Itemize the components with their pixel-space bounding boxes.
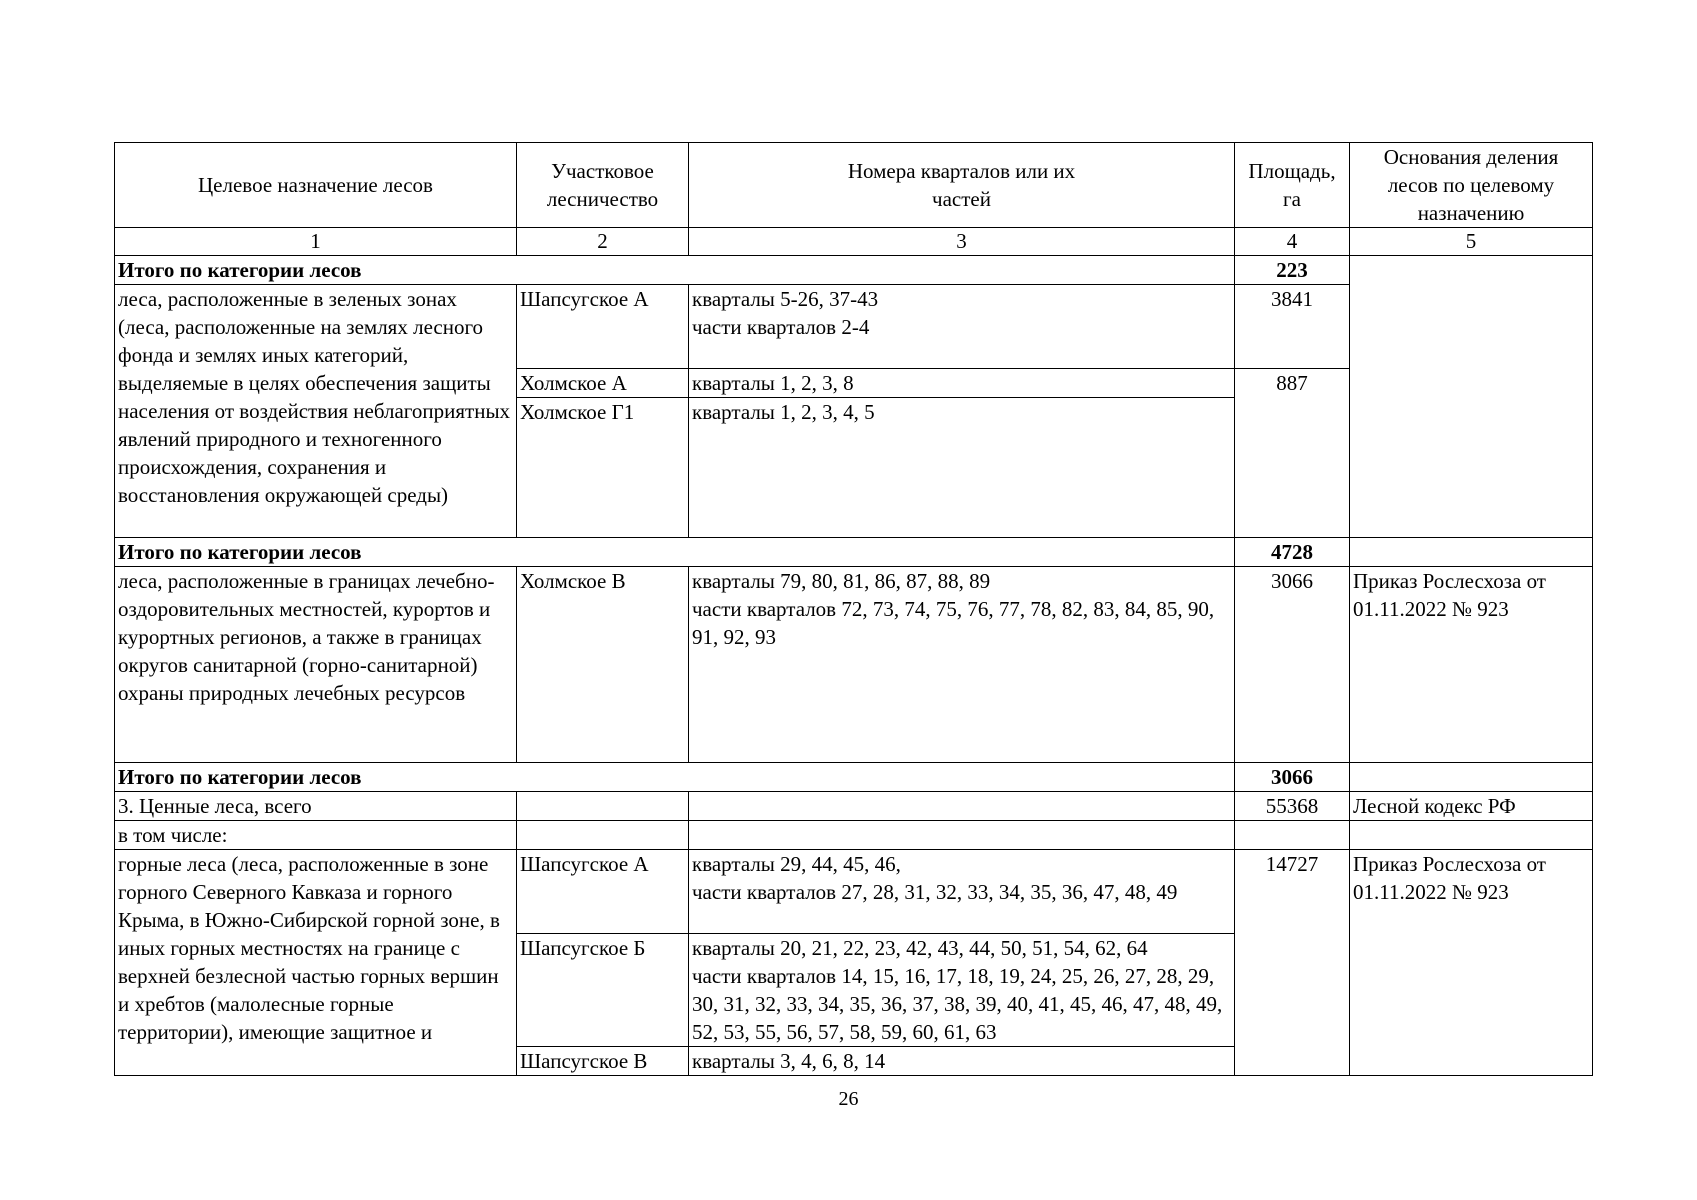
forestry-name: Холмское А <box>517 369 689 398</box>
forestry-empty <box>517 821 689 850</box>
header-forestry: Участковое лесничество <box>517 143 689 228</box>
table-row <box>115 792 1593 821</box>
quarters-empty <box>689 821 1235 850</box>
header-purpose: Целевое назначение лесов <box>115 143 517 228</box>
including-label: в том числе: <box>115 821 517 850</box>
col-number: 1 <box>115 228 517 256</box>
total-area: 3066 <box>1235 763 1350 792</box>
col-number: 3 <box>689 228 1235 256</box>
forestry-name: Шапсугское А <box>517 850 689 934</box>
area-value: 14727 <box>1235 850 1350 1076</box>
forestry-name: Шапсугское А <box>517 285 689 369</box>
total-label: Итого по категории лесов <box>115 256 1235 285</box>
header-area: Площадь, га <box>1235 143 1350 228</box>
area-empty <box>1235 821 1350 850</box>
table-row-total <box>115 256 1593 285</box>
area-value: 3841 <box>1235 285 1350 369</box>
quarters-list: кварталы 1, 2, 3, 4, 5 <box>689 398 1235 538</box>
area-value: 3066 <box>1235 567 1350 763</box>
quarters-list: кварталы 79, 80, 81, 86, 87, 88, 89 части кварталов 72, 73, 74, 75, 76, 77, 78, 82, 83, 84, 85, 90, 91, 92, 93 <box>689 567 1235 763</box>
table-row-total <box>115 538 1593 567</box>
quarters-list: кварталы 3, 4, 6, 8, 14 <box>689 1047 1235 1076</box>
basis-text: Приказ Рослесхоза от 01.11.2022 № 923 <box>1350 850 1593 1076</box>
basis-cell-empty <box>1350 538 1593 567</box>
col-number: 4 <box>1235 228 1350 256</box>
forestry-name: Холмское Г1 <box>517 398 689 538</box>
basis-cell-empty <box>1350 256 1593 538</box>
basis-empty <box>1350 821 1593 850</box>
column-numbers-row <box>115 228 1593 256</box>
purpose-resort: леса, расположенные в границах лечебно-оздоровительных местностей, курортов и курортных регионов, а также в границах округов санитарной (горно-санитарной) охраны природных лечебных ресурсов <box>115 567 517 763</box>
table-row <box>115 850 1593 934</box>
quarters-list: кварталы 5-26, 37-43 части кварталов 2-4 <box>689 285 1235 369</box>
table-row <box>115 567 1593 763</box>
purpose-green-zones: леса, расположенные в зеленых зонах (леса, расположенные на землях лесного фонда и землях иных категорий, выделяемые в целях обеспечения защиты населения от воздействия неблагоприятных явлений природного и техногенного происхождения, сохранения и восстановления окружающей среды) <box>115 285 517 538</box>
basis-cell-empty <box>1350 763 1593 792</box>
header-basis: Основания деления лесов по целевому назначению <box>1350 143 1593 228</box>
basis-text: Лесной кодекс РФ <box>1350 792 1593 821</box>
forestry-name: Холмское В <box>517 567 689 763</box>
total-area: 223 <box>1235 256 1350 285</box>
table-row <box>115 821 1593 850</box>
total-area: 4728 <box>1235 538 1350 567</box>
quarters-list: кварталы 29, 44, 45, 46, части кварталов 27, 28, 31, 32, 33, 34, 35, 36, 47, 48, 49 <box>689 850 1235 934</box>
col-number: 2 <box>517 228 689 256</box>
page-number: 26 <box>838 1088 859 1110</box>
area-value: 55368 <box>1235 792 1350 821</box>
table-row-total <box>115 763 1593 792</box>
forestry-name: Шапсугское В <box>517 1047 689 1076</box>
quarters-list: кварталы 1, 2, 3, 8 <box>689 369 1235 398</box>
quarters-empty <box>689 792 1235 821</box>
forestry-name: Шапсугское Б <box>517 934 689 1047</box>
quarters-list: кварталы 20, 21, 22, 23, 42, 43, 44, 50, 51, 54, 62, 64 части кварталов 14, 15, 16, 17, 18, 19, 24, 25, 26, 27, 28, 29, 30, 31, 32, 33, 34, 35, 36, 37, 38, 39, 40, 41, 45, 46, 47, 48, 49, 52, 53, 55, 56, 57, 58, 59, 60, 61, 63 <box>689 934 1235 1047</box>
table-header-row <box>115 143 1593 228</box>
total-label: Итого по категории лесов <box>115 763 1235 792</box>
forestry-empty <box>517 792 689 821</box>
total-label: Итого по категории лесов <box>115 538 1235 567</box>
area-value: 887 <box>1235 369 1350 538</box>
header-quarters: Номера кварталов или их частей <box>689 143 1235 228</box>
col-number: 5 <box>1350 228 1593 256</box>
basis-text: Приказ Рослесхоза от 01.11.2022 № 923 <box>1350 567 1593 763</box>
purpose-valuable: 3. Ценные леса, всего <box>115 792 517 821</box>
purpose-mountain: горные леса (леса, расположенные в зоне горного Северного Кавказа и горного Крыма, в Южно-Сибирской горной зоне, в иных горных местностях на границе с верхней безлесной частью горных вершин и хребтов (малолесные горные территории), имеющие защитное и <box>115 850 517 1076</box>
forest-purpose-table <box>114 142 1593 1076</box>
